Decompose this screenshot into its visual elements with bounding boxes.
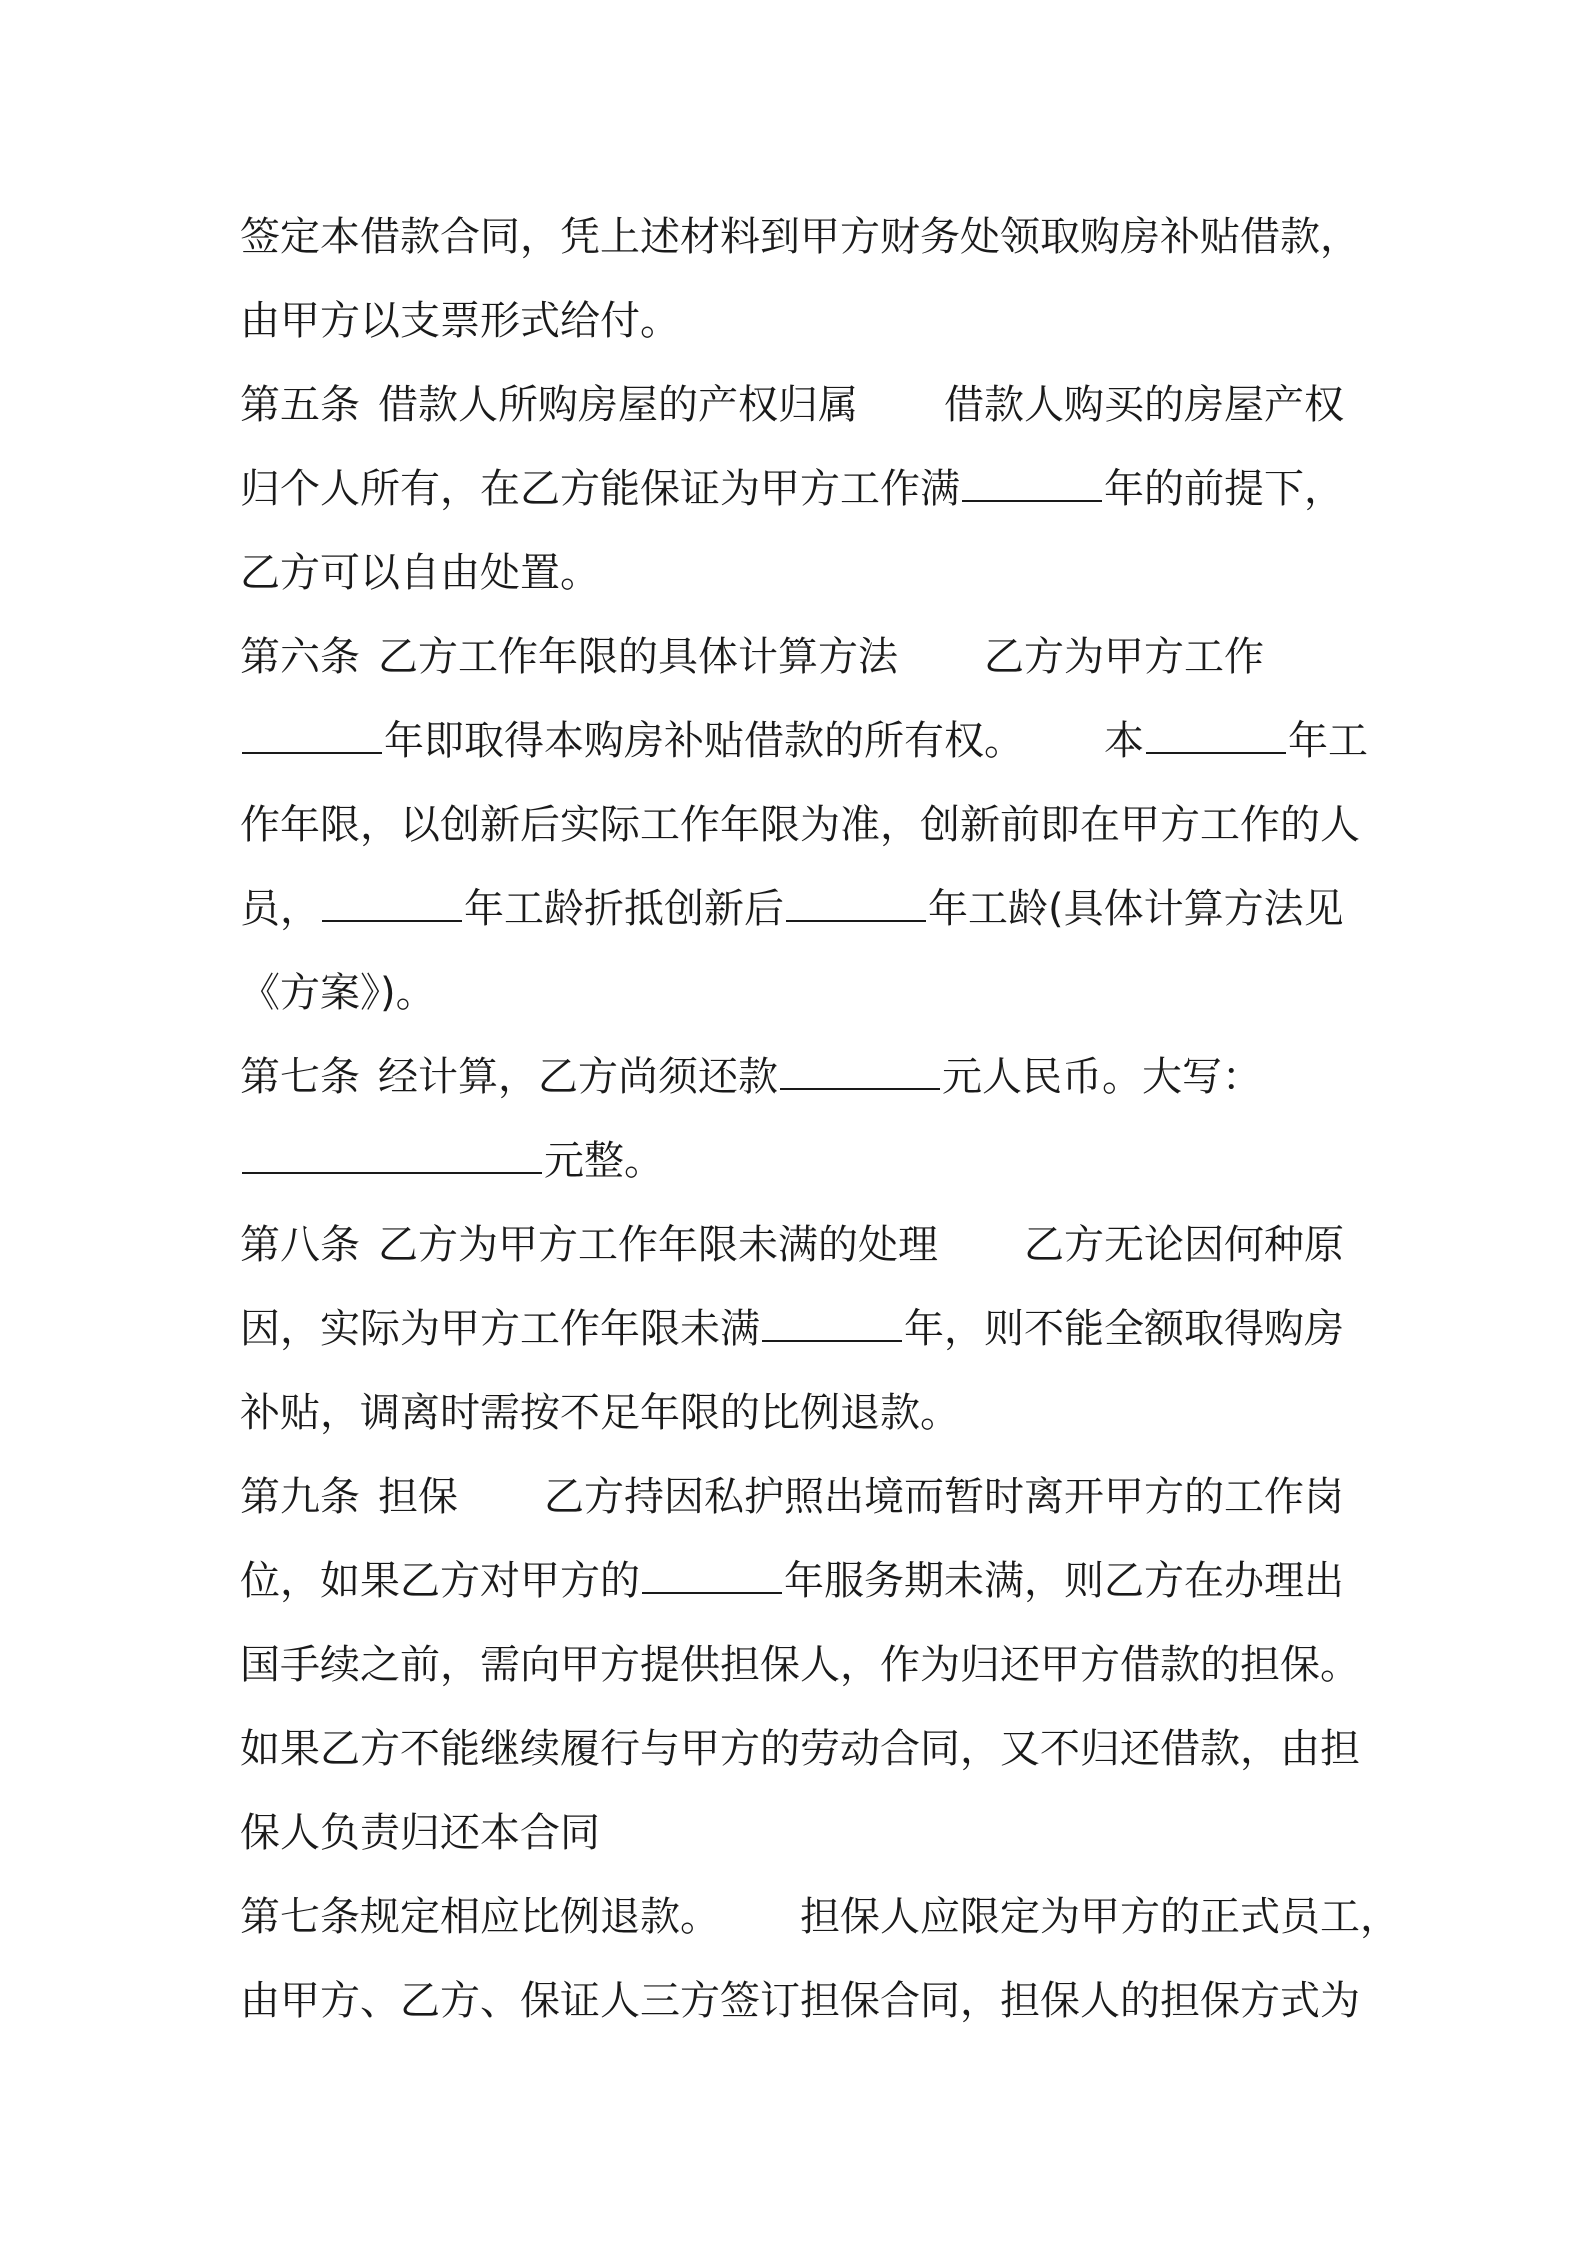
text-segment: 本 xyxy=(1104,718,1144,764)
article-6-heading-line xyxy=(240,625,1370,709)
article-number: 第九条 xyxy=(240,1474,360,1520)
text-line xyxy=(240,961,1370,1045)
text-segment: 乙方无论因何种原 xyxy=(1024,1222,1344,1268)
article-5-heading-line xyxy=(240,373,1370,457)
text-line xyxy=(240,1885,1400,1969)
text-segment: 《方案》)。 xyxy=(240,970,436,1016)
text-segment: 年工龄折抵创新后 xyxy=(464,886,784,932)
text-segment: 补贴，调离时需按不足年限的比例退款。 xyxy=(240,1390,960,1436)
text-line xyxy=(240,1549,1370,1633)
article-7-heading-line xyxy=(240,1045,1370,1129)
text-segment: 担保人应限定为甲方的正式员工， xyxy=(800,1894,1400,1940)
text-segment: 第七条规定相应比例退款。 xyxy=(240,1894,720,1940)
article-number: 第七条 xyxy=(240,1054,360,1100)
text-segment: 年服务期未满，则乙方在办理出 xyxy=(784,1558,1344,1604)
text-line xyxy=(240,1969,1370,2053)
text-line xyxy=(240,1801,1370,1885)
text-segment: 年，则不能全额取得购房 xyxy=(904,1306,1344,1352)
text-segment: 年即取得本购房补贴借款的所有权。 xyxy=(384,718,1024,764)
text-segment: 经计算，乙方尚须还款 xyxy=(378,1054,778,1100)
text-segment: 年工 xyxy=(1288,718,1368,764)
text-segment: 元整。 xyxy=(544,1138,664,1184)
text-line xyxy=(240,1633,1370,1717)
blank-underline xyxy=(780,1052,940,1090)
text-line xyxy=(240,457,1370,541)
text-line xyxy=(240,541,1370,625)
article-number: 第八条 xyxy=(240,1222,360,1268)
text-segment: 由甲方以支票形式给付。 xyxy=(240,298,680,344)
text-line xyxy=(240,289,1370,373)
text-segment: 元人民币。大写： xyxy=(942,1054,1262,1100)
text-segment: 乙方持因私护照出境而暂时离开甲方的工作岗 xyxy=(544,1474,1344,1520)
text-line xyxy=(240,1381,1370,1465)
contract-text xyxy=(240,205,1400,2053)
text-segment: 如果乙方不能继续履行与甲方的劳动合同，又不归还借款，由担 xyxy=(240,1726,1360,1772)
blank-underline xyxy=(242,1136,542,1174)
text-segment: 保人负责归还本合同 xyxy=(240,1810,600,1856)
blank-underline xyxy=(762,1304,902,1342)
text-segment: 作年限，以创新后实际工作年限为准，创新前即在甲方工作的人 xyxy=(240,802,1360,848)
text-segment: 借款人购买的房屋产权 xyxy=(944,382,1344,428)
text-line xyxy=(240,709,1370,793)
article-title: 乙方为甲方工作年限未满的处理 xyxy=(378,1222,938,1268)
blank-underline xyxy=(786,884,926,922)
text-line xyxy=(240,1297,1370,1381)
text-line xyxy=(240,877,1370,961)
blank-underline xyxy=(242,716,382,754)
text-segment: 由甲方、乙方、保证人三方签订担保合同，担保人的担保方式为 xyxy=(240,1978,1360,2024)
text-segment: 乙方为甲方工作 xyxy=(984,634,1264,680)
blank-underline xyxy=(962,464,1102,502)
text-segment: 归个人所有，在乙方能保证为甲方工作满 xyxy=(240,466,960,512)
text-segment: 年工龄(具体计算方法见 xyxy=(928,886,1344,932)
text-segment: 因，实际为甲方工作年限未满 xyxy=(240,1306,760,1352)
text-line xyxy=(240,793,1370,877)
article-number: 第五条 xyxy=(240,382,360,428)
article-title: 乙方工作年限的具体计算方法 xyxy=(378,634,898,680)
article-8-heading-line xyxy=(240,1213,1370,1297)
text-line xyxy=(240,1717,1370,1801)
text-segment: 员， xyxy=(240,886,320,932)
text-line xyxy=(240,205,1370,289)
blank-underline xyxy=(322,884,462,922)
text-line xyxy=(240,1129,1370,1213)
article-number: 第六条 xyxy=(240,634,360,680)
article-9-heading-line xyxy=(240,1465,1370,1549)
blank-underline xyxy=(642,1556,782,1594)
article-title: 借款人所购房屋的产权归属 xyxy=(378,382,858,428)
article-title: 担保 xyxy=(378,1474,458,1520)
text-segment: 乙方可以自由处置。 xyxy=(240,550,600,596)
text-segment: 签定本借款合同，凭上述材料到甲方财务处领取购房补贴借款， xyxy=(240,214,1360,260)
text-segment: 国手续之前，需向甲方提供担保人，作为归还甲方借款的担保。 xyxy=(240,1642,1360,1688)
text-segment: 位，如果乙方对甲方的 xyxy=(240,1558,640,1604)
text-segment: 年的前提下， xyxy=(1104,466,1344,512)
blank-underline xyxy=(1146,716,1286,754)
